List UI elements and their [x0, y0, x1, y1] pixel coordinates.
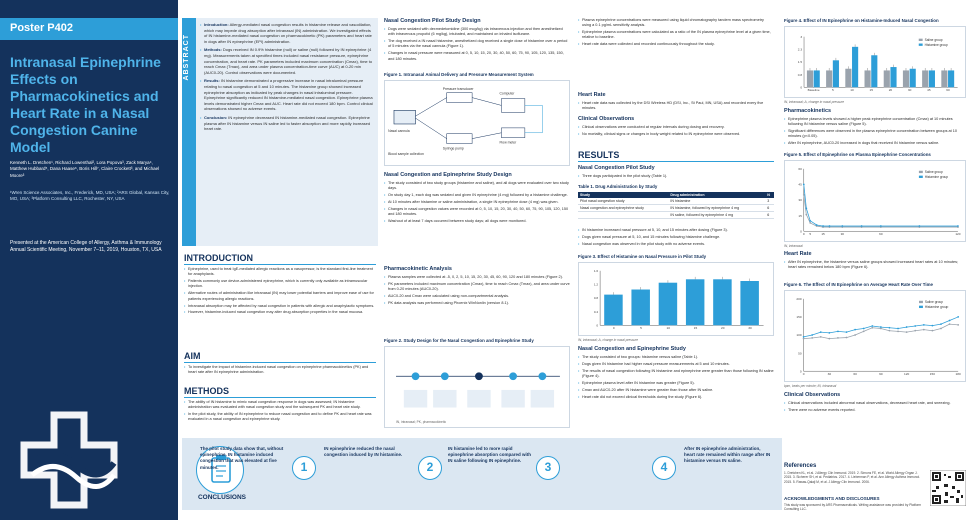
- figure-2-title: Figure 2. Study Design for the Nasal Congestion and Epinephrine Study: [384, 338, 534, 343]
- acknowledgments-heading: ACKNOWLEDGMENTS AND DISCLOSURES: [784, 496, 880, 501]
- results-heading: RESULTS: [578, 150, 774, 162]
- data-point: [889, 330, 891, 332]
- figure-5-note: IN, intranasal: [784, 244, 803, 248]
- x-tick-label: 30: [840, 232, 845, 237]
- conclusion-text: IN epinephrine reduced the nasal congestion induced by IN histamine.: [324, 446, 403, 458]
- pk-analysis-heading: Pharmacokinetic Analysis: [384, 266, 452, 272]
- abstract-label: ABSTRACT: [183, 34, 190, 81]
- x-tick-label: 5: [809, 232, 812, 237]
- legend-swatch: [919, 39, 923, 41]
- study-step-marker: [475, 372, 483, 380]
- figure-2-study-design-diagram: [384, 346, 570, 428]
- list-item: • Changes in nasal pressure were measured at 0, 5, 10, 15, 20, 30, 40, 50, 60, 75, 90, 105, 120, 135, 150, and 180 minutes.: [384, 51, 570, 62]
- list-item: • IN histamine increased nasal pressure at 5, 10, and 15 minutes after dosing (Figure 3).: [578, 228, 774, 233]
- fig1-label: Blood sample collection: [388, 152, 424, 157]
- x-tick-label: 10: [850, 88, 854, 93]
- transducer-box: [447, 93, 472, 103]
- x-tick-label: 10: [666, 326, 670, 331]
- list-item: • Three dogs participated in the pilot study (Table 1).: [578, 174, 774, 179]
- abstract-item-text: Allergy-mediated nasal congestion results in histamine release and vasodilation, which may impede drug absorption after intranasal (IN) administration. We investigated effects of IN histamine-mediated nasal congestion on pharmacokinetic (PK) parameters and heart rate in dogs after IN epinephrine (EPI) administration.: [204, 22, 372, 44]
- abstract-item-lead: Introduction:: [204, 22, 229, 27]
- data-point: [949, 323, 951, 325]
- list-item: • Epinephrine plasma concentrations were calculated as a ratio of the IN plasma epinephrine level at a given time, relative to baseline.: [578, 30, 774, 41]
- references-text: 1. Dretchen KL, et al. J Allergy Clin Immunol. 2019. 2. Simons FE, et al. World Allergy Organ J. 2015. 3. Sicherer SH, et al. Pediatrics. 2017. 4. Lieberman P, et al. Ann Allergy Asthma Immunol. 2015. 5. Rawas-Qalaji M, et al. J Allergy Clin Immunol. 2006.: [784, 471, 921, 484]
- table-cell: IN saline, followed by epinephrine 4 mg: [668, 212, 765, 219]
- data-point: [811, 337, 813, 339]
- conclusion-number: 4: [652, 456, 676, 480]
- list-item: • Patients commonly use device-administered epinephrine, which is currently only available as intramuscular injection.: [184, 279, 376, 290]
- chart-bar: [686, 279, 704, 325]
- legend-label: Histamine group: [924, 42, 948, 47]
- list-item: • Heart rate data were collected and recorded continuously throughout the study.: [578, 42, 774, 47]
- y-tick-label: 30: [798, 198, 802, 203]
- x-tick-label: 20: [888, 88, 893, 93]
- y-tick-label: 1.5: [797, 60, 803, 65]
- data-point: [897, 331, 899, 333]
- chart-bar: [922, 70, 928, 87]
- data-point: [871, 325, 873, 327]
- y-tick-label: 0: [596, 323, 599, 328]
- chart-bar: [833, 60, 839, 87]
- data-point: [820, 336, 822, 338]
- y-tick-label: 200: [796, 297, 802, 301]
- figure-5-title: Figure 5. Effect of Epinephrine on Plasma Epinephrine Concentrations: [784, 152, 931, 157]
- figure-3-bar-chart: [578, 262, 774, 336]
- list-item: • Significant differences were observed in the plasma epinephrine concentration between groups at 10 minutes (p<0.05).: [784, 129, 966, 140]
- data-point: [897, 328, 899, 330]
- study-step-marker: [412, 372, 420, 380]
- data-point: [803, 184, 805, 186]
- list-item: • At 10 minutes after histamine or saline administration, a single IN epinephrine dose (4 mg) was given.: [384, 200, 570, 205]
- conclusion-text: The pilot study data show that, without epinephrine, IN histamine induced congestion that was elevated at five minutes.: [200, 446, 284, 470]
- hr-results-list: [784, 260, 966, 272]
- data-point: [914, 325, 916, 327]
- data-point: [846, 337, 848, 339]
- data-point: [880, 225, 882, 227]
- list-item: • Heart rate data was collected by the DSI Wireless HD (DSI, Inc., St Paul, MN, USA) and recorded every five minutes.: [578, 101, 774, 112]
- x-tick-label: 30: [827, 372, 832, 377]
- list-item: • The study consisted of two groups: histamine versus saline (Table 1).: [578, 355, 774, 360]
- list-item: • Dogs given nasal pressure at 5, 10, and 15 minutes following histamine challenge.: [578, 235, 774, 240]
- list-item: • However, histamine-induced nasal congestion may alter drug absorption properties in the nasal mucosa.: [184, 310, 376, 315]
- list-item: • Washout of at least 7 days occurred between study days; all dogs were monitored.: [384, 219, 570, 224]
- clinical-results-heading: Clinical Observations: [784, 392, 841, 398]
- x-tick-label: 20: [720, 326, 725, 331]
- data-point: [957, 225, 959, 227]
- pump-box: [447, 134, 472, 144]
- data-point: [841, 225, 843, 227]
- list-item: • Nasal congestion was observed in the pilot study with no adverse events.: [578, 242, 774, 247]
- data-point: [923, 329, 925, 331]
- list-item: • Dogs given IN histamine had higher nasal pressure measurements at 5 and 10 minutes.: [578, 362, 774, 367]
- pilot-results-list: [578, 174, 774, 181]
- y-tick-label: 0.8: [797, 72, 803, 77]
- y-tick-label: 2.3: [797, 47, 803, 52]
- study-step-box: [501, 390, 524, 408]
- data-point: [809, 220, 811, 222]
- heart-rate-methods-heading: Heart Rate: [578, 92, 606, 98]
- conclusion-number: 2: [418, 456, 442, 480]
- abstract-tab: [182, 18, 196, 246]
- x-tick-label: 0: [802, 372, 805, 377]
- data-point: [805, 214, 807, 216]
- x-tick-label: 30: [748, 326, 752, 331]
- chart-bar: [659, 283, 677, 326]
- data-point: [957, 316, 959, 318]
- table-cell: 3: [765, 198, 774, 205]
- table-row: [578, 212, 774, 219]
- chart-bar: [871, 55, 877, 87]
- clinical-methods-heading: Clinical Observations: [578, 116, 635, 122]
- chart-bar: [948, 70, 954, 87]
- fig1-label: Computer: [499, 91, 515, 96]
- abstract-section: [182, 18, 378, 246]
- study-step-marker: [538, 372, 546, 380]
- list-item: • Cmax and AUC0-20 after IN histamine were greater than those after IN saline.: [578, 388, 774, 393]
- list-item: • Clinical observations were conducted at regular intervals during dosing and recovery.: [578, 125, 774, 130]
- data-point: [957, 324, 959, 326]
- chart-bar: [713, 279, 731, 325]
- data-point: [854, 334, 856, 336]
- poster-title: Intranasal Epinephrine Effects on Pharmacokinetics and Heart Rate in a Nasal Congestion Canine Model: [10, 54, 161, 155]
- figure-6-note: bpm, beats per minute; IN, intranasal: [784, 384, 837, 388]
- data-point: [811, 334, 813, 336]
- list-item: • The ability of IN histamine to mimic nasal congestion response in dogs was assessed; IN histamine administration was evaluated with nasal congestion study and the subsequent PK and heart rate study.: [184, 400, 376, 411]
- y-tick-label: 15: [798, 213, 802, 218]
- study-step-box: [531, 390, 554, 408]
- chart-bar: [814, 70, 820, 87]
- nce-results-list: [578, 355, 774, 402]
- data-point: [820, 331, 822, 333]
- list-item: • AUC0-20 and Cmax were calculated using non-compartmental analysis.: [384, 294, 570, 299]
- chart-bar: [740, 281, 758, 325]
- list-item: • Plasma epinephrine concentrations were measured using liquid chromatography tandem mass spectrometry using a 0.1 pg/mL sensitivity analysis.: [578, 18, 774, 29]
- study-step-marker: [509, 372, 517, 380]
- y-tick-label: 0: [799, 369, 802, 374]
- poster-id-badge: Poster P402: [0, 18, 178, 40]
- figure-6-title: Figure 6. The Effect of IN Epinephrine on Average Heart Rate Over Time: [784, 282, 933, 287]
- methods-list: [184, 400, 376, 424]
- nce-design-heading: Nasal Congestion and Epinephrine Study Design: [384, 172, 512, 178]
- chart-bar: [807, 70, 813, 87]
- col3-top-list: [578, 18, 774, 49]
- legend-swatch: [919, 306, 923, 308]
- data-point: [846, 331, 848, 333]
- list-item: • In the pilot study, the ability of IN epinephrine to reduce nasal congestion and to define PK and heart rate was evaluated in a nasal congestion and epinephrine study.: [184, 412, 376, 423]
- chart-bar: [884, 70, 890, 87]
- figure-1-apparatus-diagram: [384, 80, 570, 166]
- table-1-title: Table 1. Drug Administration by Study: [578, 184, 658, 189]
- x-tick-label: 30: [907, 88, 912, 93]
- list-item: • The study consisted of two study groups (histamine and saline), and all dogs were evaluated over two study days.: [384, 181, 570, 192]
- heart-rate-methods-list: [578, 101, 774, 113]
- x-tick-label: 0: [612, 326, 615, 331]
- chart-bar: [604, 295, 622, 326]
- pilot-design-heading: Nasal Congestion Pilot Study Design: [384, 18, 481, 24]
- chart-bar: [631, 290, 649, 326]
- abstract-item: [200, 22, 374, 44]
- figure-2-note: IN, intranasal; PK, pharmacokinetic: [396, 420, 447, 425]
- y-tick-label: 100: [796, 333, 802, 338]
- data-point: [837, 331, 839, 333]
- figure-4-title: Figure 4. Effect of IN Epinephrine on Histamine-Induced Nasal Congestion: [784, 18, 939, 23]
- data-point: [828, 338, 830, 340]
- y-tick-label: 0: [800, 229, 802, 234]
- legend-swatch: [919, 44, 923, 46]
- references-heading: References: [784, 463, 817, 469]
- fig1-label: Syringe pump: [442, 146, 464, 151]
- table-row: [578, 205, 774, 212]
- x-tick-label: 60: [853, 372, 857, 377]
- table-cell: IN histamine, followed by epinephrine 4 mg: [668, 205, 765, 212]
- table-cell: IN histamine: [668, 198, 765, 205]
- table-1: [578, 192, 774, 219]
- conclusions-label: CONCLUSIONS: [197, 494, 247, 501]
- figure-6-line-chart: [784, 290, 966, 382]
- fig1-label: Flow meter: [499, 140, 517, 145]
- abstract-item-lead: Methods:: [204, 47, 222, 53]
- table-cell: Pilot nasal congestion study: [578, 198, 668, 205]
- data-point: [923, 324, 925, 326]
- data-point: [805, 207, 807, 209]
- figure-4-note: IN, intranasal; Δ, change in nasal pressure: [784, 100, 845, 104]
- table-cell: Nasal congestion and epinephrine study: [578, 205, 668, 212]
- abstract-item-text: Dogs received IN 0.9% histamine (null) or saline (null) followed by IN epinephrine (4 mg). Measurements taken at specified times included nasal resistance pressure, epinephrine concentration, and heart rate. PK parameters included maximum concentration (Cmax), time to reach Cmax (Tmax), and area under plasma concentration-time curve (AUC) at 0-20 min (AUC0-20). Control observations were documented.: [204, 47, 373, 75]
- conclusion-number: 1: [292, 456, 316, 480]
- legend-label: Saline group: [924, 300, 943, 305]
- y-tick-label: 0.4: [593, 309, 599, 314]
- list-item: • Changes in nasal congestion values were recorded at 0, 5, 10, 15, 20, 30, 40, 50, 60, 75, 90, 105, 120, 150 and 180 minutes.: [384, 207, 570, 218]
- list-item: • No mortality, clinical signs or changes in body weight related to IN epinephrine were observed.: [578, 132, 774, 137]
- chart-bar: [910, 69, 916, 88]
- abstract-item-text: IN histamine demonstrated a progressive increase in nasal intraluminal pressure relating to nasal congestion at 5 and 10 minutes. The histamine group showed increased epinephrine absorption as indicated by peak changes in nasal intraluminal pressure. Epinephrine significantly reduced IN histamine-mediated nasal congestion. Epinephrine plasma levels demonstrated higher Cmax and AUC. Heart rate did not exceed 180 bpm. Control clinical observations showed no adverse events.: [204, 78, 373, 112]
- list-item: • Dogs were sedated with dexmedetomidine (300 mcg/kg) via intravenous injection and then anesthetized with intravenous propofol (6 mg/kg), intubated, and maintained on inhaled isoflurane.: [384, 27, 570, 38]
- data-point: [829, 225, 831, 227]
- fig1-label: Nasal cannula: [388, 128, 410, 133]
- y-tick-label: 1.2: [593, 282, 599, 287]
- list-item: • Plasma samples were collected at -5, 0, 2, 5, 10, 15, 20, 30, 45, 60, 90, 120 and 180 minutes (Figure 2).: [384, 275, 570, 280]
- list-item: • Intranasal absorption may be affected by nasal congestion in patients with allergic and anaphylactic symptoms.: [184, 304, 376, 309]
- x-tick-label: 45: [927, 88, 931, 93]
- list-item: • Epinephrine plasma levels showed a higher peak epinephrine concentration (Cmax) at 10 minutes following IN histamine versus saline (Figure 5).: [784, 117, 966, 128]
- nce-design-list: [384, 181, 570, 226]
- abstract-item: [200, 47, 374, 75]
- abstract-item-lead: Results:: [204, 78, 220, 84]
- legend-label: Histamine group: [924, 174, 949, 179]
- chart-bar: [941, 70, 947, 87]
- data-point: [803, 338, 805, 340]
- table-header-cell: Drug administration: [668, 192, 765, 198]
- data-point: [914, 330, 916, 332]
- study-step-box: [404, 390, 427, 408]
- x-tick-label: 15: [693, 326, 698, 331]
- chart-bar: [845, 69, 851, 88]
- poster-presented-at: Presented at the American College of Allergy, Asthma & Immunology Annual Scientific Meeting, November 7–11, 2019, Houston, TX, USA: [10, 240, 162, 253]
- pilot-results-list-2: [578, 228, 774, 249]
- data-point: [940, 328, 942, 330]
- conclusion-text: After IN epinephrine administration, heart rate remained within range after IN histamine versus IN saline.: [684, 446, 771, 464]
- list-item: • PK data analysis was performed using Phoenix WinNonlin (version 8.1).: [384, 301, 570, 306]
- table-cell: 6: [765, 212, 774, 219]
- list-item: • After IN epinephrine, the histamine versus saline groups showed increased heart rates at 10 minutes; heart rates remained below 180 bpm (Figure 6).: [784, 260, 966, 271]
- fig1-label: Pressure transducer: [442, 86, 474, 91]
- list-item: • Heart rate did not exceed clinical thresholds during the study (Figure 6).: [578, 395, 774, 400]
- x-tick-label: 0: [802, 232, 805, 237]
- y-tick-label: 50: [798, 351, 802, 356]
- list-item: • Epinephrine, used to treat IgE-mediated allergic reactions as a vasopressor, is the standard first-line treatment for anaphylaxis.: [184, 267, 376, 278]
- x-tick-label: 5: [831, 88, 834, 93]
- legend-swatch: [919, 176, 923, 178]
- data-point: [863, 331, 865, 333]
- chart-bar: [852, 47, 858, 87]
- data-point: [880, 326, 882, 328]
- table-header-cell: N: [765, 192, 774, 198]
- cross-logo-icon: [14, 405, 124, 515]
- data-point: [816, 224, 818, 226]
- y-tick-label: 1.6: [593, 268, 599, 273]
- figure-3-title: Figure 3. Effect of Histamine on Nasal Pressure in Pilot Study: [578, 254, 707, 259]
- pilot-results-heading: Nasal Congestion Pilot Study: [578, 165, 655, 171]
- list-item: • Epinephrine plasma level after IN histamine was greater (Figure 5).: [578, 381, 774, 386]
- y-tick-label: 60: [798, 166, 802, 171]
- computer-icon: [501, 99, 524, 113]
- x-tick-label: 180: [955, 372, 961, 377]
- chart-bar: [826, 70, 832, 87]
- legend-swatch: [919, 171, 923, 173]
- x-tick-label: 15: [869, 88, 873, 93]
- pk-results-list: [784, 117, 966, 148]
- pk-results-heading: Pharmacokinetics: [784, 108, 832, 114]
- data-point: [809, 222, 811, 224]
- data-point: [906, 331, 908, 333]
- data-point: [906, 326, 908, 328]
- table-cell: [578, 212, 668, 219]
- data-point: [861, 225, 863, 227]
- list-item: • The dog received a IN nasal histamine, anesthetized dog received a single dose of histamine over a period of 5 minutes via the nasal cannula (Figure 1).: [384, 39, 570, 50]
- x-tick-label: 120: [904, 372, 910, 377]
- figure-5-line-chart: [784, 160, 966, 242]
- list-item: • PK parameters included maximum concentration (Cmax), time to reach Cmax (Tmax), and area under curve from 0-20 minutes (AUC0-20).: [384, 282, 570, 293]
- study-step-box: [467, 390, 490, 408]
- acknowledgments-text: This study was sponsored by ARS Pharmaceuticals. Writing assistance was provided by Platform Consulting LLC.: [784, 503, 922, 512]
- aim-list: [184, 365, 376, 377]
- series-line: [804, 184, 958, 226]
- table-cell: 6: [765, 205, 774, 212]
- abstract-item: [200, 78, 374, 112]
- conclusion-number: 3: [536, 456, 560, 480]
- y-tick-label: 150: [796, 315, 802, 320]
- y-tick-label: 0: [800, 85, 803, 90]
- x-tick-label: 150: [929, 372, 936, 377]
- flow-meter-box: [501, 128, 524, 138]
- legend-swatch: [919, 301, 923, 303]
- data-point: [932, 330, 934, 332]
- hr-results-heading: Heart Rate: [784, 251, 812, 257]
- data-point: [837, 337, 839, 339]
- left-title-panel: [0, 0, 178, 520]
- data-point: [940, 323, 942, 325]
- figure-1-title: Figure 1. Intranasal Animal Delivery and Pressure Measurement System: [384, 72, 534, 77]
- x-tick-label: 120: [955, 232, 961, 237]
- x-tick-label: 90: [879, 372, 883, 377]
- conclusion-text: IN histamine led to more rapid epinephrine absorption compared with IN saline following IN epinephrine.: [448, 446, 532, 464]
- list-item: • After IN epinephrine, AUC0-20 increased in dogs that received IN histamine versus saline.: [784, 141, 966, 146]
- abstract-list: [200, 22, 374, 135]
- clinical-results-list: [784, 401, 966, 415]
- figure-3-note: IN, intranasal; Δ, change in nasal pressure: [578, 338, 639, 342]
- abstract-item-lead: Conclusion:: [204, 114, 228, 120]
- chart-bar: [929, 70, 935, 87]
- introduction-list: [184, 267, 376, 317]
- conclusions-section: [182, 438, 782, 510]
- pilot-design-list: [384, 27, 570, 64]
- data-point: [919, 225, 921, 227]
- x-tick-label: 60: [946, 88, 950, 93]
- data-point: [932, 325, 934, 327]
- chart-bar: [865, 70, 871, 87]
- pk-analysis-list: [384, 275, 570, 308]
- x-tick-label: 5: [640, 326, 642, 331]
- data-point: [863, 328, 865, 330]
- y-tick-label: 3: [800, 34, 803, 39]
- x-tick-label: Baseline: [807, 88, 820, 93]
- qr-code-icon[interactable]: [930, 470, 966, 506]
- introduction-heading: INTRODUCTION: [184, 253, 376, 265]
- list-item: • On study day 1, each dog was sedated and given IN epinephrine (4 mg) followed by a histamine challenge.: [384, 193, 570, 198]
- poster-affiliations: ¹Wren Science Associates, Inc., Frederick, MD, USA; ²ARS Global, Kansas City, MO, USA; ³Platform Consulting LLC, Rochester, NY, USA: [10, 190, 170, 202]
- clinical-methods-list: [578, 125, 774, 139]
- legend-label: Saline group: [924, 170, 943, 175]
- data-point: [949, 320, 951, 322]
- legend-label: Histamine group: [924, 305, 949, 310]
- list-item: • To investigate the impact of histamine-induced nasal congestion on epinephrine pharmacokinetics (PK) and heart rate after IN epinephrine administration.: [184, 365, 376, 376]
- list-item: • Clinical observations included abnormal nasal observations, decreased heart rate, and sneezing.: [784, 401, 966, 406]
- x-tick-label: 60: [879, 232, 883, 237]
- y-tick-label: 45: [798, 182, 802, 187]
- study-step-marker: [441, 372, 449, 380]
- chart-bar: [890, 67, 896, 87]
- data-point: [871, 327, 873, 329]
- figure-4-bar-chart: [784, 26, 966, 98]
- list-item: • There were no adverse events reported.: [784, 408, 966, 413]
- data-point: [822, 225, 824, 227]
- data-point: [803, 194, 805, 196]
- legend-label: Saline group: [924, 38, 943, 42]
- nce-results-heading: Nasal Congestion and Epinephrine Study: [578, 346, 686, 352]
- list-item: • The results of nasal congestion following IN histamine and epinephrine were greater than those following IN saline (Figure 4).: [578, 369, 774, 380]
- abstract-item-text: IN epinephrine decreased IN histamine-mediated nasal congestion. Epinephrine plasma after IN histamine versus IN saline led to faster absorption and more rapidly increased heart rate.: [204, 114, 371, 132]
- y-tick-label: 0.8: [593, 296, 599, 301]
- data-point: [854, 329, 856, 331]
- data-point: [889, 327, 891, 329]
- poster-authors: Kenneth L. Dretchen¹, Richard Lowenthal², Lora Popova³, Zack Marya⁴, Matthew Hubbard⁵, Dana Haase⁶, Boris Hill⁷, Claire Crockett³, and Michael Moore³: [10, 160, 160, 178]
- x-tick-label: 15: [821, 232, 825, 237]
- data-point: [803, 336, 805, 338]
- series-line: [804, 195, 958, 227]
- table-header-cell: Study: [578, 192, 668, 198]
- study-step-box: [433, 390, 456, 408]
- dog-outline-icon: [394, 110, 415, 124]
- aim-heading: AIM: [184, 351, 376, 363]
- chart-bar: [903, 70, 909, 87]
- methods-heading: METHODS: [184, 386, 376, 398]
- abstract-item: [200, 115, 374, 132]
- data-point: [828, 332, 830, 334]
- list-item: • Alternative routes of administration like intranasal (IN) may lower potential barriers and improve ease of use for patients experiencing allergic reactions.: [184, 291, 376, 302]
